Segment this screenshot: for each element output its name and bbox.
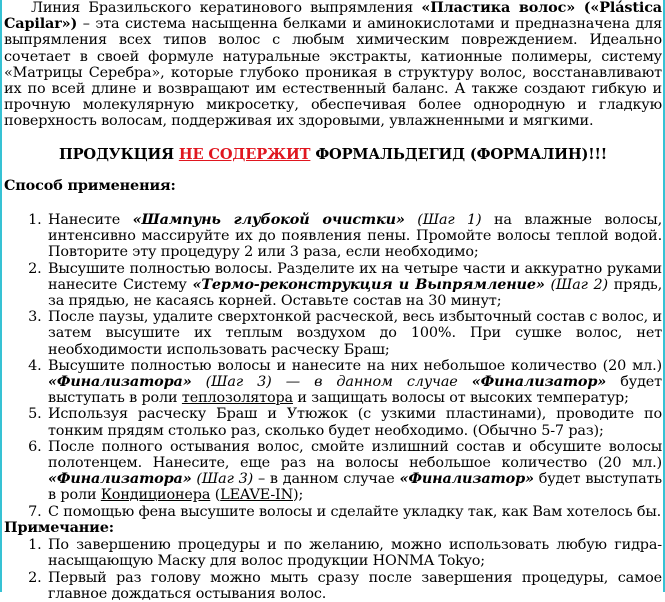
formaldehyde-warning [4,147,662,163]
warning-text-before: ПРОДУКЦИЯ [58,145,179,163]
product-shampoo: «Шампунь глубокой очистки» [132,211,405,229]
step-item: 3. После паузы, удалите сверхтонкой расческой, весь избыточный состав с волос, и затем высушите их теплым воздухом до 100%. При сушке волос, нет необходимости использовать расческу Браш; [46,309,662,358]
step-item: 4. Высушите полностью волосы и нанесите на них небольшое количество (20 мл.) «Финализатора» (Шаг 3) — в данном случае «Финализатор» будет выступать в роли теплозолятора и защищать волосы от высоких температур; [46,358,662,407]
step-item: 5. Используя расческу Браш и Утюжок (с узкими пластинами), проводите по тонким прядям столько раз, сколько будет необходимо. (Обычно 5-7 раз); [46,406,662,438]
conditioner-link-text: Кондиционера [100,487,211,504]
heat-protector-link-text: теплозолятора [181,390,293,407]
intro-text-start: Линия Бразильского кератинового выпрямления [31,0,422,16]
usage-title: Способ применения: [4,176,176,194]
step-item: 6. После полного остывания волос, смойте излишний состав и обсушите волосы полотенцем. Нанесите, еще раз на волосы небольшое количество (20 мл.) «Финализатора» (Шаг 3) – в данном случае «Финализатор» будет выступать в роли Кондиционера (LEAVE-IN); [46,439,662,504]
product-thermo-reconstruction: «Термо-реконструкция и Выпрямление» [192,275,545,293]
note-item: 1. По завершению процедуры и по желанию, можно использовать любую гидра-насыщающую Маску для волос продукции HONMA Tokyo; [46,537,662,569]
warning-highlight: НЕ СОДЕРЖИТ [178,145,311,163]
product-finalizer: «Финализатора» [48,373,192,391]
usage-steps-list [4,212,662,520]
step-item: 1. Нанесите «Шампунь глубокой очистки» (Шаг 1) на влажные волосы, интенсивно массируйте их до появления пены. Промойте волосы теплой водой. Повторите эту процедуру 2 или 3 раза, если необходимо; [46,212,662,261]
warning-text-after: ФОРМАЛЬДЕГИД (ФОРМАЛИН)!!! [310,145,608,163]
product-name: «Пластика волос» («Plástica Capilar») [4,0,662,33]
notes-list [4,537,662,602]
notes-title: Примечание: [4,518,114,536]
leave-in-link-text: LEAVE-IN [220,487,294,504]
note-item: 2. Первый раз голову можно мыть сразу после завершения процедуры, самое главное дождаться остывания волос. [46,570,662,602]
step-item: 2. Высушите полностью волосы. Разделите их на четыре части и аккуратно руками нанесите Систему «Термо-реконструкция и Выпрямление» (Шаг 2) прядь, за прядью, не касаясь корней. Оставьте состав на 30 минут; [46,261,662,310]
intro-text-rest: – эта система насыщенна белками и аминокислотами и предназначена для выпрямления всех типов волос с любым химическим повреждением. Идеально сочетает в своей формуле натуральные экстракты, катионные полимеры, систему «Матрицы Серебра», которые глубоко проникая в структуру волос, восстанавливают их по всей длине и возвращают им естественный баланс. А также создают гибкую и прочную молекулярную микросетку, обеспечивая более однородную и гладкую поверхность волосам, поддерживая их здоровыми, увлажненными и мягкими. [4,16,662,130]
intro-paragraph [4,0,662,130]
step-item: 7. С помощью фена высушите волосы и сделайте укладку так, как Вам хотелось бы. [46,504,662,520]
